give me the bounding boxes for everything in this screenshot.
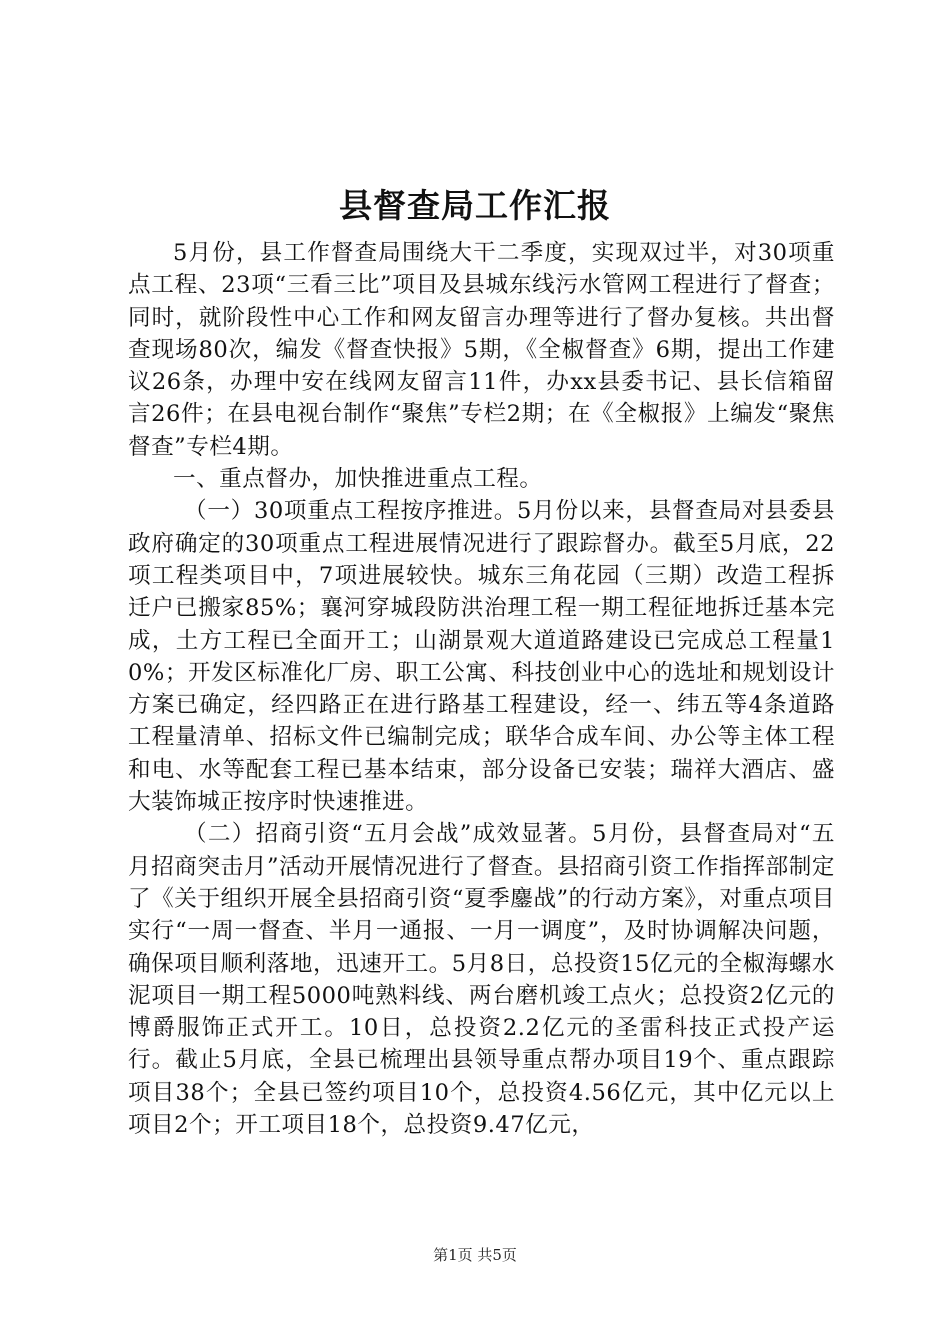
document-title: 县督查局工作汇报 bbox=[339, 186, 611, 225]
paragraph-subsection-1: （一）30项重点工程按序推进。5月份以来，县督查局对县委县政府确定的30项重点工程进展情况进行了跟踪督办。截至5月底，22项工程类项目中，7项进展较快。城东三角花园（三期）改造工程拆迁户已搬家85%；襄河穿城段防洪治理工程一期工程征地拆迁基本完成，土方工程已全面开工；山湖景观大道道路建设已完成总工程量10%；开发区标准化厂房、职工公寓、科技创业中心的选址和规划设计方案已确定，经四路正在进行路基工程建设，经一、纬五等4条道路工程量清单、招标文件已编制完成；联华合成车间、办公等主体工程和电、水等配套工程已基本结束，部分设备已安装；瑞祥大酒店、盛大装饰城正按序时快速推进。 bbox=[128, 498, 835, 816]
document-body bbox=[128, 237, 835, 1141]
page-footer: 第1页 共5页 bbox=[433, 1246, 517, 1264]
paragraph-subsection-2: （二）招商引资“五月会战”成效显著。5月份，县督查局对“五月招商突击月”活动开展情况进行了督查。县招商引资工作指挥部制定了《关于组织开展全县招商引资“夏季鏖战”的行动方案》，对重点项目实行“一周一督查、半月一通报、一月一调度”，及时协调解决问题，确保项目顺利落地，迅速开工。5月8日，总投资15亿元的全椒海螺水泥项目一期工程5000吨熟料线、两台磨机竣工点火；总投资2亿元的博爵服饰正式开工。10日，总投资2.2亿元的圣雷科技正式投产运行。截止5月底，全县已梳理出县领导重点帮办项目19个、重点跟踪项目38个；全县已签约项目10个，总投资4.56亿元，其中亿元以上项目2个；开工项目18个，总投资9.47亿元， bbox=[128, 821, 835, 1139]
paragraph-intro: 5月份，县工作督查局围绕大干二季度，实现双过半，对30项重点工程、23项“三看三比”项目及县城东线污水管网工程进行了督查；同时，就阶段性中心工作和网友留言办理等进行了督办复核。共出督查现场80次，编发《督查快报》5期，《全椒督查》6期，提出工作建议26条，办理中安在线网友留言11件，办xx县委书记、县长信箱留言26件；在县电视台制作“聚焦”专栏2期；在《全椒报》上编发“聚焦督查”专栏4期。 bbox=[128, 240, 835, 460]
section-heading-1: 一、重点督办，加快推进重点工程。 bbox=[173, 466, 543, 493]
